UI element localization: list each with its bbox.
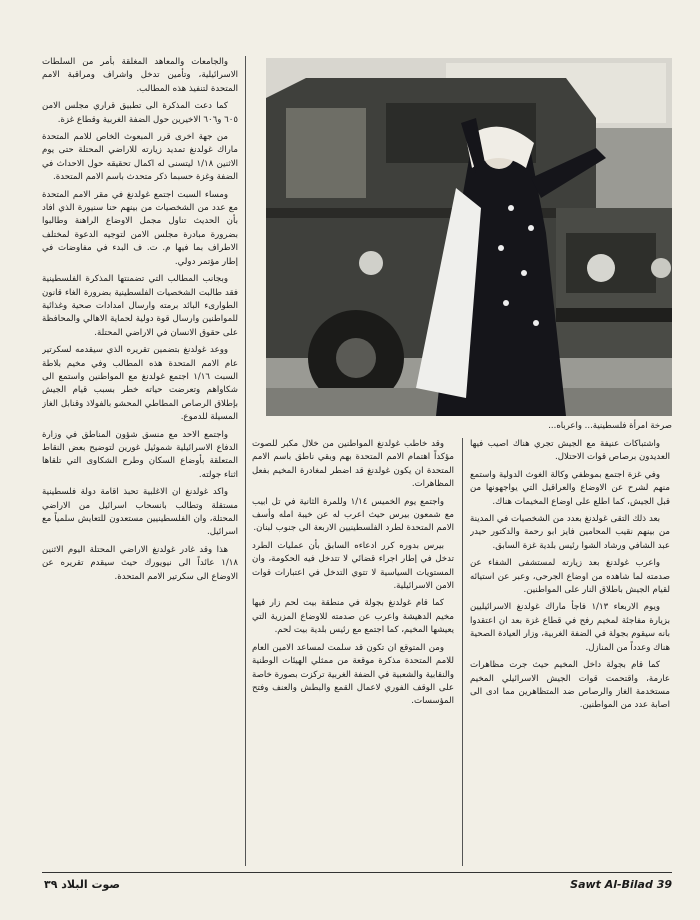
paragraph: ووعد غولدنغ بتضمين تقريره الذي سيقدمه لسكرتير عام الامم المتحدة هذه المطالب وفي مخيم بلاطة السبت ١/١٦ اجتمع غولدنغ مع المواطنين واستمع الى شكاواهم وتعرضت حياته خطر بسبب قيام الجيش بإطلاق الرصاص المطاطي المحشو بالفولاذ وقنابل الغاز المسيلة للدموع. [42, 345, 238, 423]
footer-magazine-arabic: صوت البلاد ٣٩ [44, 878, 121, 891]
page-number: 39 [656, 878, 672, 891]
paragraph: وقد خاطب غولدنغ المواطنين من خلال مكبر للصوت مؤكداً اهتمام الامم المتحدة بهم وبقي ناطق باسم الامم المتحدة ان يكون غولدنغ قد اضطر لمغادرة المخيم بفعل المظاهرات. [252, 439, 454, 490]
paragraph: واكد غولدنغ ان الاغلبية تحبذ اقامة دولة فلسطينية مستقلة وتطالب بانسحاب اسرائيل من الاراضي المحتلة، وان الفلسطينيين مستعدون للتعايش سلمياً مع اسرائيل. [42, 487, 238, 538]
paragraph: واجتمع يوم الخميس ١/١٤ وللمرة الثانية في تل ابيب مع شمعون بيرس حيث اعرب له عن خيبة امله وأسف الامم المتحدة لطرد الفلسطينيين الاربعة الى جنوب لبنان. [252, 496, 454, 534]
paragraph: وفي غزة اجتمع بموظفي وكالة الغوث الدولية واستمع منهم لشرح عن الاوضاع والعراقيل التي يواجهونها من قبل الجيش، كما اطلع على اوضاع المخيمات هناك. [470, 469, 670, 507]
paragraph: كما قام غولدنغ بجولة في منطقة بيت لحم زار فيها مخيم الدهيشة واعرب عن صدمته للاوضاع المزرية التي يعيشها المخيم، كما اجتمع مع رئيس بلدية بيت لحم. [252, 598, 454, 636]
photo-caption: صرخة امرأة فلسطينية... واعرباه... [548, 421, 672, 431]
paragraph: بيرس بدوره كرر ادعاءه السابق بأن عمليات الطرد تدخل في إطار اجراء قضائي لا تتدخل فيه الحكومة، وان المستويات السياسية لا تتوي التدخل في اعتبارات قوات الامن الاسرائيلية. [252, 540, 454, 592]
paragraph: كما قام بجولة داخل المخيم حيث جرت مظاهرات عارمة، واقتحمت قوات الجيش الاسرائيلي المخيم مستخدمة الغاز والرصاص ضد المتظاهرين مما ادى الى اصابة عدد من المواطنين. [470, 660, 670, 711]
paragraph: من جهة اخرى قرر المبعوث الخاص للامم المتحدة ماراك غولدنغ تمديد زيارته للاراضي المحتلة حتى يوم الاثنين ١/١٨ ليتسنى له اكمال تحقيقه حول الاحداث في الضفة وغزة حسبما ذكر متحدث باسم الامم المتحدة. [42, 132, 238, 183]
column-divider [245, 56, 246, 866]
column-divider [462, 438, 463, 866]
footer-magazine-latin: Sawt Al-Bilad [570, 878, 653, 891]
paragraph: واعرب غولدنغ بعد زيارته لمستشفى الشفاء عن صدمته لما شاهده من اوضاع الجرحى، وعبر عن استيائه لقيام الجيش باطلاق النار على المواطنين. [470, 558, 670, 596]
footer-divider [42, 872, 672, 873]
paragraph: ويوم الاربعاء ١/١٣ فاجأ ماراك غولدنغ الاسرائيليين بزيارة مفاجئة لمخيم رفح في قطاع غزة بعد ان اعتقدوا بانه سيقوم بجولة في الضفة الغربية، وزار العيادة الصحية هناك وعدداً من المنازل. [470, 602, 670, 653]
text-column-middle [252, 438, 454, 866]
paragraph: بعد ذلك التقى غولدنغ بعدد من الشخصيات في المدينة من بينهم نقيب المحامين فايز ابو رحمة والدكتور حيدر عبد الشافي ورشاد الشوا رئيس بلدية غزة السابق. [470, 514, 670, 551]
paragraph: والجامعات والمعاهد المغلقة بأمر من السلطات الاسرائيلية، وتأمين تدخل واشراف ومراقبة الامم المتحدة لتنفيذ هذه المطالب. [42, 57, 238, 94]
paragraph: ومساء السبت اجتمع غولدنغ في مقر الامم المتحدة مع عدد من الشخصيات من بينهم حنا سنيورة الذي افاد بأن الحديث تناول مجمل الاوضاع الراهنة وطالبوا بضرورة مبادرة مجلس الامن لتوجيه الدعوة لمختلف الاطراف بما فيها م. ت. ف البدء في مفاوضات في إطار مؤتمر دولي. [42, 189, 238, 267]
paragraph: كما دعت المذكرة الى تطبيق قراري مجلس الامن ٦٠٥ و٦٠٦ الاخيرين حول الضفة الغربية وقطاع غزة. [42, 101, 238, 125]
news-photo [266, 58, 672, 416]
footer-masthead [560, 876, 672, 894]
paragraph: وبجانب المطالب التي تضمنتها المذكرة الفلسطينية فقد طالبت الشخصيات الفلسطينية بضرورة الغاء قانون الطوارىء البائد برمته وارسال امدادات صحية وغذائية للمواطنين وارسال قوة دولية لحماية الاهالي والمحافظة على حقوق الانسان في الاراضي المحتلة. [42, 274, 238, 338]
paragraph: واشتباكات عنيفة مع الجيش تجري هناك اصيب فيها العديدون برصاص قوات الاحتلال. [470, 439, 670, 463]
paragraph: هذا وقد غادر غولدنغ الاراضي المحتلة اليوم الاثنين ١/١٨ عائداً الى نيويورك حيث سيقدم تقريره عن الاوضاع الى سكرتير الامم المتحدة. [42, 544, 238, 582]
text-column-right [470, 438, 670, 866]
paragraph: واجتمع الاحد مع منسق شؤون المناطق في وزارة الدفاع الاسرائيلية شموئيل غورين لتوضيح بعض النقاط المتعلقة بأوضاع السكان وطرح الشكاوى التي تلقاها اثناء جولته. [42, 429, 238, 480]
paragraph: ومن المتوقع ان تكون قد سلمت لمساعد الامين العام للامم المتحدة مذكرة موقعة من ممثلي الهيئات الوطنية والنقابية والشعبية في الضفة الغربية تركزت بصورة خاصة على الوقف الفوري لاعمال القمع والبطش والعنف وفتح المؤسسات. [252, 642, 454, 707]
photo-illustration [266, 58, 672, 416]
text-column-left [42, 56, 238, 866]
